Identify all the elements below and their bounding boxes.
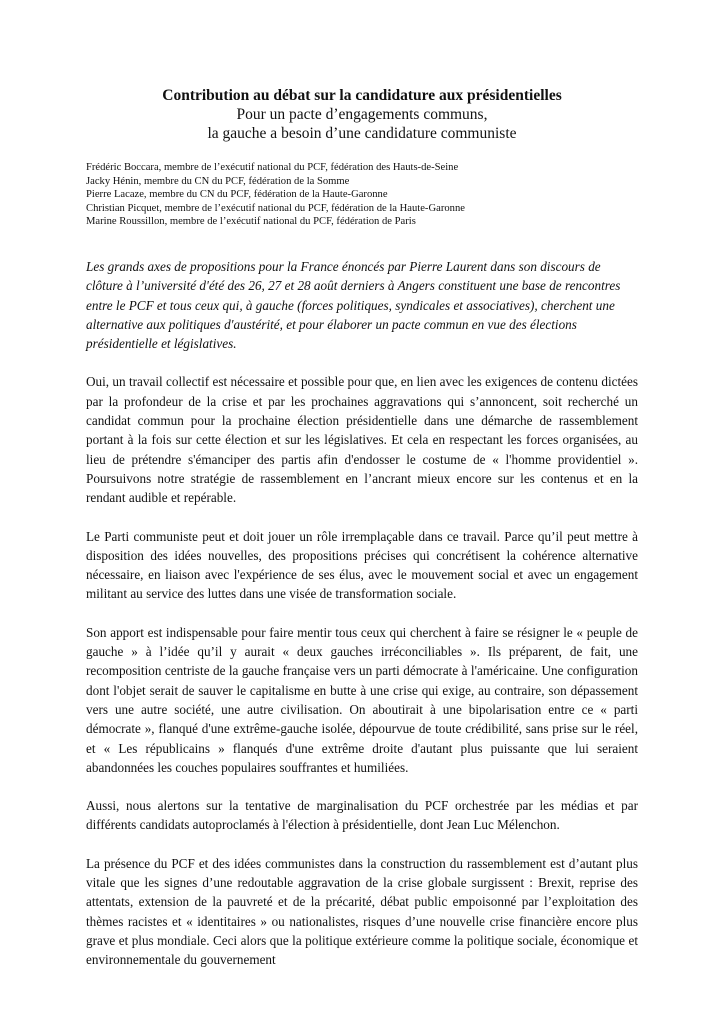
- document-subtitle-line-1: Pour un pacte d’engagements communs,: [236, 106, 488, 123]
- body-paragraph: Oui, un travail collectif est nécessaire et possible pour que, en lien avec les exigences de contenu dictées par la profondeur de la crise et par les prochaines aggravations qui s’annoncent, soit recherché un candidat commun pour la prochaine élection présidentielle dans une démarche de rassemblement portant à la fois sur cette élection et sur les législatives. Et cela en respectant les forces organisées, au lieu de prétendre s'émanciper des partis afin d'endosser le costume de « l'homme providentiel ». Poursuivons notre stratégie de rassemblement en l’ancrant mieux encore sur les contenus et en la rendant audible et repérable.: [86, 374, 638, 506]
- body-paragraph: La présence du PCF et des idées communistes dans la construction du rassemblement est d’autant plus vitale que les signes d’une redoutable aggravation de la crise globale surgissent : Brexit, reprise des attentats, extension de la pauvreté et de la précarité, débat public empoisonné par l’exploitation des thèmes racistes et « identitaires » ou nationalistes, risques d’une nouvelle crise financière encore plus grave et plus mondiale. Ceci alors que la politique extérieure comme la politique sociale, économique et environnementale du gouvernement: [86, 855, 638, 968]
- author-line: Marine Roussillon, membre de l’exécutif national du PCF, fédération de Paris: [86, 216, 416, 228]
- author-line: Pierre Lacaze, membre du CN du PCF, fédération de la Haute-Garonne: [86, 189, 388, 201]
- document-title: Contribution au débat sur la candidature aux présidentielles: [162, 87, 562, 104]
- body-paragraph: Aussi, nous alertons sur la tentative de marginalisation du PCF orchestrée par les médias et par différents candidats autoproclamés à l'élection à présidentielle, dont Jean Luc Mélenchon.: [86, 798, 638, 833]
- author-line: Jacky Hénin, membre du CN du PCF, fédération de la Somme: [86, 175, 350, 187]
- body-paragraph: Le Parti communiste peut et doit jouer un rôle irremplaçable dans ce travail. Parce qu’il peut mettre à disposition des idées nouvelles, des propositions précises qui concrétisent la cohérence alternative nécessaire, en liaison avec l'expérience de ses élus, avec le mouvement social et avec un engagement militant au service des luttes dans une visée de transformation sociale.: [86, 528, 638, 602]
- author-line: Frédéric Boccara, membre de l’exécutif national du PCF, fédération des Hauts-de-Seine: [86, 162, 459, 173]
- author-list: [86, 161, 638, 229]
- title-block: [86, 86, 638, 143]
- author-line: Christian Picquet, membre de l’exécutif national du PCF, fédération de la Haute-Garonne: [86, 202, 465, 214]
- body-paragraph: Son apport est indispensable pour faire mentir tous ceux qui cherchent à faire se résigner le « peuple de gauche » à l’idée qu’il y aurait « deux gauches irréconciliables ». Ils préparent, de fait, une recomposition centriste de la gauche française vers un parti démocrate à l'américaine. Une configuration dont l'objet serait de sauver le capitalisme en butte à une crise qui exige, au contraire, son dépassement vers une autre société, une autre civilisation. On aboutirait à une bipolarisation entre ce « parti démocrate », flanqué d'une extrême-gauche isolée, dépourvue de toute crédibilité, sans prise sur le réel, et « Les républicains » flanqués d'une extrême droite d'autant plus puissante que lui seraient abandonnées les couches populaires souffrantes et humiliées.: [86, 624, 638, 775]
- document-subtitle-line-2: la gauche a besoin d’une candidature communiste: [207, 125, 517, 142]
- intro-paragraph: Les grands axes de propositions pour la France énoncés par Pierre Laurent dans son discours de clôture à l’université d'été des 26, 27 et 28 août derniers à Angers constituent une base de rencontres entre le PCF et tous ceux qui, à gauche (forces politiques, syndicales et associatives), cherchent une alternative aux politiques d'austérité, et pour élaborer un pacte commun en vue des élections présidentielle et législatives.: [86, 258, 621, 352]
